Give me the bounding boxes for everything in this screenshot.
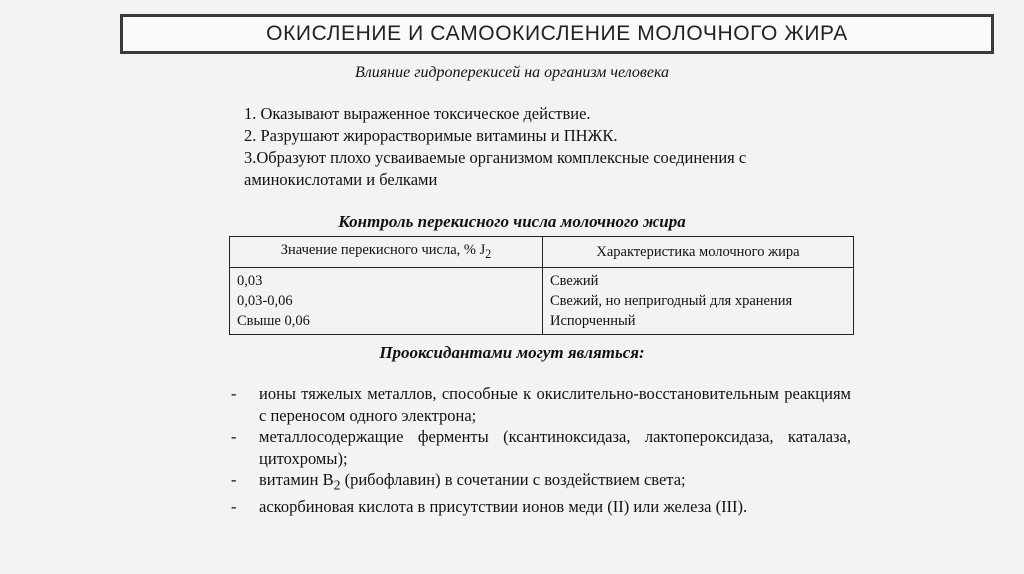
list-item xyxy=(231,383,851,426)
effect-item: 3.Образуют плохо усваиваемые организмом комплексные соединения с xyxy=(244,148,747,167)
table-header-row xyxy=(230,237,854,268)
value: 0,03 xyxy=(237,273,263,289)
list-dash: - xyxy=(231,384,237,403)
vitamin-sub: 2 xyxy=(333,477,341,493)
effects-list xyxy=(244,103,844,191)
effect-item: аминокислотами и белками xyxy=(244,170,438,189)
characteristic: Свежий, но непригодный для хранения xyxy=(550,293,793,309)
header-value: Значение перекисного числа, % $J_2$ xyxy=(230,237,543,268)
value: Свыше 0,06 xyxy=(237,313,310,329)
header-value-sub: 2 xyxy=(485,246,492,261)
page-title: ОКИСЛЕНИЕ И САМООКИСЛЕНИЕ МОЛОЧНОГО ЖИРА xyxy=(266,22,848,45)
characteristic: Свежий xyxy=(550,273,599,289)
list-item-text: металлосодержащие ферменты (ксантиноксидаза, лактопероксидаза, каталаза, цитохромы); xyxy=(259,427,851,468)
effect-item: 2. Разрушают жирорастворимые витамины и ПНЖК. xyxy=(244,126,618,145)
prooxidants-heading: Прооксидантами могут являться: xyxy=(379,343,645,362)
list-item xyxy=(231,426,851,469)
list-dash: - xyxy=(231,427,237,446)
values-cell xyxy=(230,268,543,335)
header-characteristic: Характеристика молочного жира xyxy=(543,237,854,268)
list-item xyxy=(231,496,851,518)
effect-item: 1. Оказывают выраженное токсическое действие. xyxy=(244,104,591,123)
list-item xyxy=(231,469,851,496)
peroxide-table xyxy=(229,236,854,335)
list-item-text: витамин $В_2$ (рибофлавин) в сочетании с воздействием света; xyxy=(259,470,686,493)
table-row xyxy=(230,268,854,335)
title-box xyxy=(120,14,994,54)
list-dash: - xyxy=(231,470,237,489)
characteristics-cell xyxy=(543,268,854,335)
list-item-text: ионы тяжелых металлов, способные к окислительно-восстановительным реакциям с переносом одного электрона; xyxy=(259,384,851,425)
characteristic: Испорченный xyxy=(550,313,636,329)
list-item-text: аскорбиновая кислота в присутствии ионов меди (II) или железа (III). xyxy=(259,496,748,516)
list-dash: - xyxy=(231,496,237,516)
effects-heading: Влияние гидроперекисей на организм человека xyxy=(354,64,670,81)
value: 0,03-0,06 xyxy=(237,293,293,309)
control-heading: Контроль перекисного числа молочного жира xyxy=(338,212,686,231)
prooxidants-list xyxy=(231,383,851,517)
